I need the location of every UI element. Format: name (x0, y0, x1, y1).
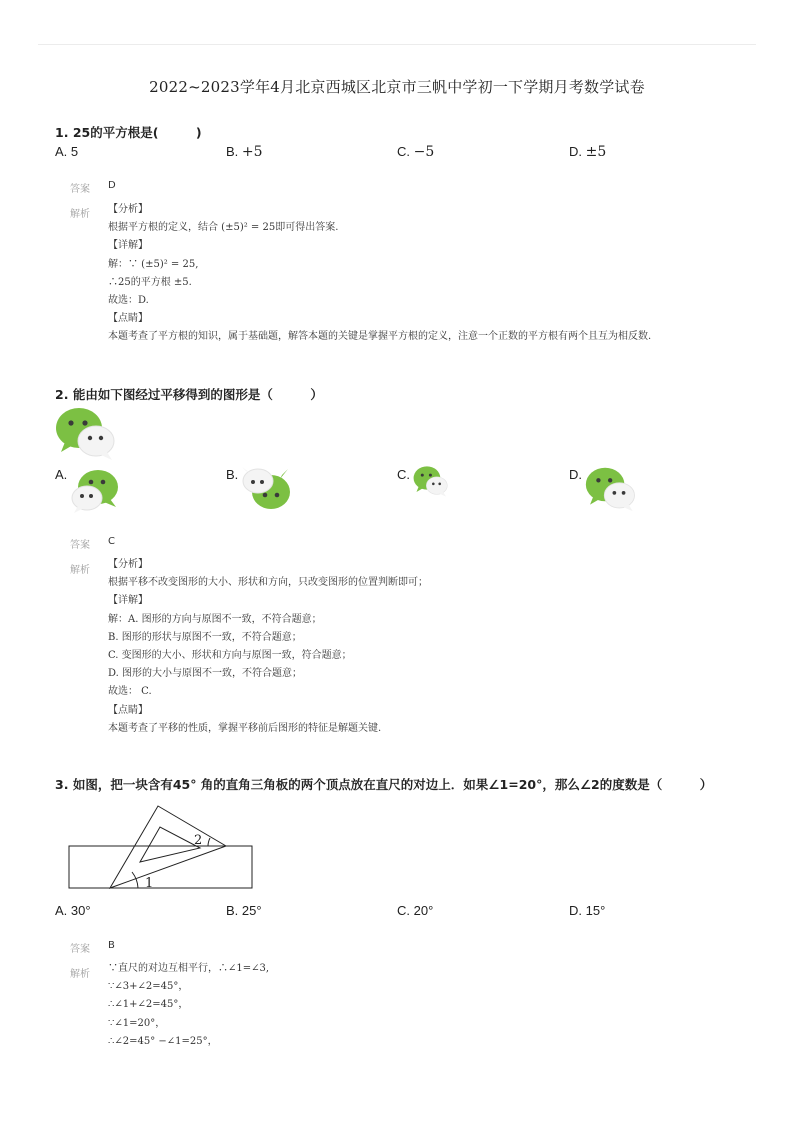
chat-bubble-icon-original (55, 406, 117, 462)
option-letter: A. (55, 467, 68, 482)
q1-option-b (226, 144, 263, 160)
angle-2-arc (208, 838, 210, 846)
q3-option-c (397, 903, 433, 918)
angle-2-label: 2 (194, 833, 203, 848)
analysis-line: 【点睛】 (108, 313, 148, 325)
option-value: ±5 (585, 144, 607, 160)
analysis-line: D. 图形的大小与原图不一致，不符合题意； (108, 668, 303, 680)
option-value: +5 (241, 144, 263, 160)
question-text: 能由如下图经过平移得到的图形是（ ） (72, 387, 323, 402)
triangle-outer (110, 806, 226, 888)
analysis-line: ∴25的平方根 ±5. (108, 276, 192, 288)
analysis-line: ∵∠1=20°， (108, 1017, 166, 1029)
option-letter: A. (55, 144, 68, 159)
analysis-label: 解析 (70, 209, 90, 220)
analysis-line: 本题考查了平移的性质，掌握平移前后图形的特征是解题关键. (108, 722, 382, 734)
q3-option-b (226, 903, 262, 918)
q2-option-a (55, 467, 67, 482)
triangle-inner (140, 827, 203, 862)
chat-bubble-icon-c (413, 465, 449, 498)
q1-option-d (569, 144, 606, 160)
option-value: 15° (585, 903, 606, 918)
analysis-line: 故选： C. (108, 686, 152, 698)
option-letter: C. (397, 144, 410, 159)
answer-label: 答案 (70, 944, 90, 955)
answer-value: C (108, 536, 115, 547)
q2-analysis (108, 556, 428, 738)
page-title: 2022~2023学年4月北京西城区北京市三帆中学初一下学期月考数学试卷 (149, 78, 645, 96)
angle-1-label: 1 (145, 876, 154, 891)
q1-option-c (397, 144, 434, 160)
option-letter: C. (397, 467, 410, 482)
option-letter: C. (397, 903, 410, 918)
analysis-line: 【分析】 (108, 559, 148, 570)
analysis-line: 故选：D. (108, 295, 149, 307)
analysis-line: 【点睛】 (108, 704, 148, 716)
option-letter: D. (569, 144, 582, 159)
q3-option-a (55, 903, 91, 918)
answer-label: 答案 (70, 540, 90, 551)
question-number: 2. (55, 387, 69, 402)
option-letter: B. (226, 144, 239, 159)
analysis-label: 解析 (70, 969, 90, 980)
option-value: −5 (413, 144, 435, 160)
q1-option-a (55, 144, 78, 159)
analysis-line: 本题考查了平方根的知识，属于基础题，解答本题的关键是掌握平方根的定义，注意一个正数的平方根有两个且互为相反数. (108, 331, 652, 343)
analysis-line: 解：A. 图形的方向与原图不一致，不符合题意； (108, 613, 322, 625)
q2-option-c (397, 467, 410, 482)
analysis-line: ∴∠2=45° −∠1=25°， (108, 1035, 218, 1047)
q3-analysis (108, 960, 269, 1051)
chat-bubble-icon-b (240, 465, 294, 513)
q2-option-d (569, 467, 582, 482)
ruler (69, 846, 252, 888)
option-value: 5 (70, 144, 79, 159)
chat-bubble-icon-d (585, 466, 637, 513)
question-2 (55, 385, 323, 403)
option-letter: A. (55, 903, 68, 918)
option-letter: D. (569, 467, 582, 482)
ruler-triangle-figure (60, 802, 260, 900)
analysis-label: 解析 (70, 565, 90, 576)
chat-bubble-icon-a (70, 467, 122, 515)
question-3 (55, 775, 712, 793)
analysis-line: B. 图形的形状与原图不一致，不符合题意； (108, 631, 302, 643)
option-value: 20° (413, 903, 434, 918)
analysis-line: 解：∵ (±5)² = 25, (108, 258, 199, 270)
q1-analysis (108, 201, 651, 347)
analysis-line: ∵∠3+∠2=45°， (108, 981, 189, 993)
analysis-line: 根据平方根的定义，结合 (±5)² = 25即可得出答案. (108, 222, 339, 234)
answer-value: B (108, 940, 115, 951)
option-letter: D. (569, 903, 582, 918)
analysis-line: 根据平移不改变图形的大小、形状和方向，只改变图形的位置判断即可； (108, 577, 428, 589)
q3-option-d (569, 903, 605, 918)
analysis-line: C. 变图形的大小、形状和方向与原图一致，符合题意； (108, 650, 352, 662)
question-number: 3. (55, 777, 69, 792)
analysis-line: ∵直尺的对边互相平行，∴∠1=∠3, (108, 963, 270, 974)
question-1 (55, 123, 202, 141)
analysis-line: 【详解】 (108, 595, 148, 607)
option-letter: B. (226, 467, 239, 482)
option-value: 30° (70, 903, 91, 918)
question-text: 如图，把一块含有45° 角的直角三角板的两个顶点放在直尺的对边上．如果∠1=20°，那么∠2的度数是（ ） (72, 777, 713, 792)
analysis-line: 【分析】 (108, 204, 148, 215)
option-letter: B. (226, 903, 239, 918)
header-divider (38, 44, 756, 45)
answer-label: 答案 (70, 184, 90, 195)
question-text: 25的平方根是( ) (72, 125, 202, 140)
analysis-line: 【详解】 (108, 240, 148, 252)
analysis-line: ∴∠1+∠2=45°， (108, 999, 189, 1011)
q2-option-b (226, 467, 238, 482)
answer-value: D (108, 180, 116, 191)
question-number: 1. (55, 125, 69, 140)
option-value: 25° (241, 903, 262, 918)
